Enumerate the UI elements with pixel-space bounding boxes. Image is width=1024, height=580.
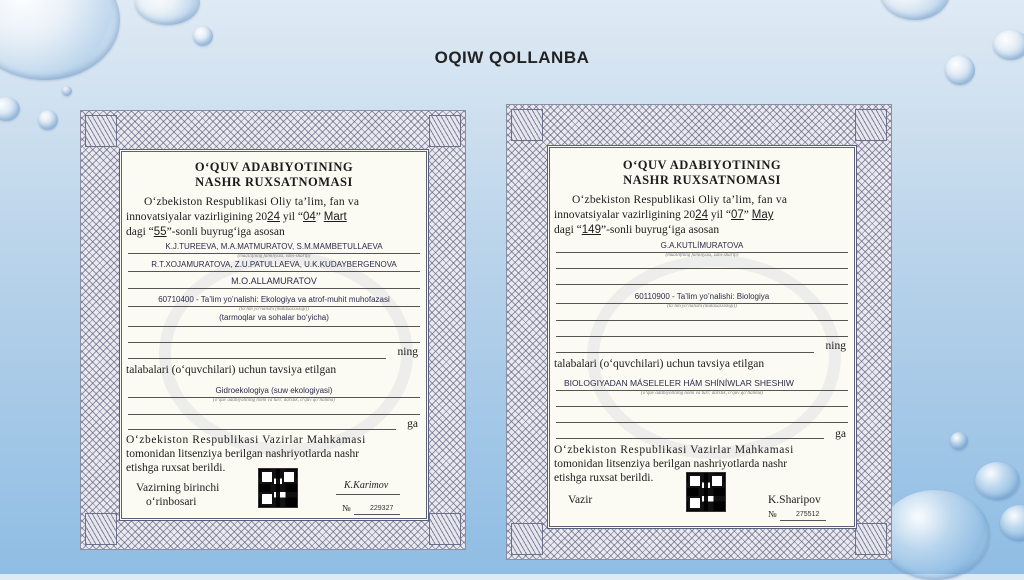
direction-field: 60710400 - Ta’lim yo’nalishi: Ekologiya va atrof-muhit muhofazasi	[158, 295, 390, 304]
day-value: 07	[730, 209, 744, 221]
water-drop-decoration	[880, 0, 950, 20]
book-title-field: BIOLOGIYADAN MÁSELELER HÁM SHÍNÍWLAR SHESHIW	[564, 378, 794, 388]
field-line	[556, 268, 848, 269]
text-line: O‘zbekiston Respublikasi Oliy ta’lim, fan va	[144, 196, 360, 208]
order-number: 55	[153, 226, 167, 238]
text-line: O‘zbekiston Respublikasi Vazirlar Mahkamasi	[554, 444, 794, 456]
authors-field: K.J.TUREEVA, M.A.MATMURATOV, S.M.MAMBETULLAEVA	[165, 242, 383, 251]
corner-ornament	[429, 513, 461, 545]
corner-ornament	[429, 115, 461, 147]
field-line	[128, 414, 420, 415]
order-number: 149	[581, 224, 601, 236]
qr-code-icon	[258, 468, 298, 508]
field-line	[556, 406, 848, 407]
month-value: May	[751, 209, 774, 221]
certificate-1	[80, 110, 466, 550]
number-line	[354, 514, 400, 515]
text-line: O‘zbekiston Respublikasi Vazirlar Mahkamasi	[126, 434, 366, 446]
authors-field: M.O.ALLAMURATOV	[231, 276, 317, 286]
certificate-heading: NASHR RUXSATNOMASI	[623, 173, 781, 187]
certificate-number: 275512	[796, 511, 820, 518]
certificate-body	[119, 149, 429, 521]
text-line: tomonidan litsenziya berilgan nashriyotlarda nashr	[126, 448, 360, 460]
authors-field: G.A.KUTLİMURATOVA	[660, 241, 744, 250]
field-hint: (o‘quv adabiyotining nomi va turi: darslik, o‘quv qo‘llanma)	[641, 391, 763, 396]
field-hint: (muallifning familiyasi, ismi-sharifi)	[237, 254, 311, 259]
certificate-heading: O‘QUV ADABIYOTINING	[194, 160, 354, 174]
corner-ornament	[85, 513, 117, 545]
text-line: dagi “55”-sonli buyrug‘iga asosan	[126, 226, 285, 238]
field-line	[556, 352, 814, 353]
signature-line	[336, 494, 400, 495]
year-value: 24	[695, 209, 708, 221]
field-line	[556, 284, 848, 285]
text-line: talabalari (o‘quvchilari) uchun tavsiya etilgan	[554, 358, 765, 370]
book-title-field: Gidroekologiya (suw ekologiyasi)	[215, 386, 333, 395]
water-drop-decoration	[950, 432, 968, 450]
field-hint: (o‘quv adabiyotining nomi va turi: darslik, o‘quv qo‘llanma)	[213, 398, 335, 403]
signature-name: K.Karimov	[344, 480, 389, 491]
signature-name: K.Sharipov	[768, 494, 821, 506]
text-line: innovatsiyalar vazirligining 2024 yil “04” Mart	[126, 211, 347, 223]
water-drop-decoration	[135, 0, 200, 25]
emblem-watermark	[587, 255, 841, 459]
field-line	[128, 271, 420, 272]
text-ning: ning	[825, 340, 846, 352]
field-line	[556, 320, 848, 321]
text-ning: ning	[397, 346, 418, 358]
field-line	[128, 342, 420, 343]
corner-ornament	[855, 523, 887, 555]
text-line: O‘zbekiston Respublikasi Oliy ta’lim, fan va	[572, 194, 788, 206]
field-hint: (ta’lim yo‘nalishi (mutaxassisligi))	[667, 304, 737, 309]
text-ga: ga	[407, 418, 418, 430]
certificate-heading: O‘QUV ADABIYOTINING	[622, 158, 782, 172]
field-line	[128, 326, 420, 327]
slide-title: OQIW QOLLANBA	[434, 48, 590, 67]
day-value: 04	[302, 211, 316, 223]
certificate-number-label: №	[768, 509, 777, 519]
qr-code-icon	[686, 472, 726, 512]
authors-field: R.T.XOJAMURATOVA, Z.U.PATULLAEVA, U.K.KUDAYBERGENOVA	[151, 260, 397, 269]
water-drop-decoration	[0, 0, 120, 80]
water-drop-decoration	[62, 86, 72, 96]
text-line: tomonidan litsenziya berilgan nashriyotlarda nashr	[554, 458, 788, 470]
number-line	[780, 520, 826, 521]
field-line	[556, 438, 824, 439]
corner-ornament	[511, 109, 543, 141]
water-drop-decoration	[0, 97, 20, 121]
direction-field: 60110900 - Ta’lim yo’nalishi: Biologiya	[634, 292, 770, 301]
certificate-number: 229327	[370, 505, 394, 512]
field-hint: (muallifning familiyasi, ismi-sharifi)	[665, 253, 739, 258]
text-line: etishga ruxsat berildi.	[126, 462, 226, 474]
water-drop-decoration	[880, 490, 990, 580]
corner-ornament	[855, 109, 887, 141]
direction-subfield: (tarmoqlar va sohalar bo‘yicha)	[219, 313, 329, 322]
signer-title: Vazirning birinchi	[136, 482, 220, 494]
certificate-body	[547, 145, 857, 529]
text-line: dagi “149”-sonli buyrug‘iga asosan	[554, 224, 720, 236]
text-ga: ga	[835, 428, 846, 440]
field-line	[128, 288, 420, 289]
field-line	[128, 429, 396, 430]
field-line	[128, 358, 386, 359]
field-hint: (ta’lim yo‘nalishi (mutaxassisligi))	[239, 307, 309, 312]
year-value: 24	[267, 211, 280, 223]
text-line: talabalari (o‘quvchilari) uchun tavsiya etilgan	[126, 364, 337, 376]
water-drop-decoration	[975, 462, 1020, 500]
signer-title: o‘rinbosari	[146, 496, 197, 508]
signer-title: Vazir	[568, 494, 593, 506]
water-drop-decoration	[38, 110, 58, 130]
corner-ornament	[85, 115, 117, 147]
text-line: etishga ruxsat berildi.	[554, 472, 654, 484]
text-line: innovatsiyalar vazirligining 2024 yil “07” May	[554, 209, 774, 221]
certificate-2	[506, 104, 892, 560]
field-line	[556, 422, 848, 423]
water-drop-decoration	[193, 26, 213, 46]
month-value: Mart	[323, 211, 347, 223]
certificate-number-label: №	[342, 503, 351, 513]
water-drop-decoration	[1000, 505, 1024, 541]
corner-ornament	[511, 523, 543, 555]
certificate-heading: NASHR RUXSATNOMASI	[195, 175, 353, 189]
field-line	[556, 336, 848, 337]
